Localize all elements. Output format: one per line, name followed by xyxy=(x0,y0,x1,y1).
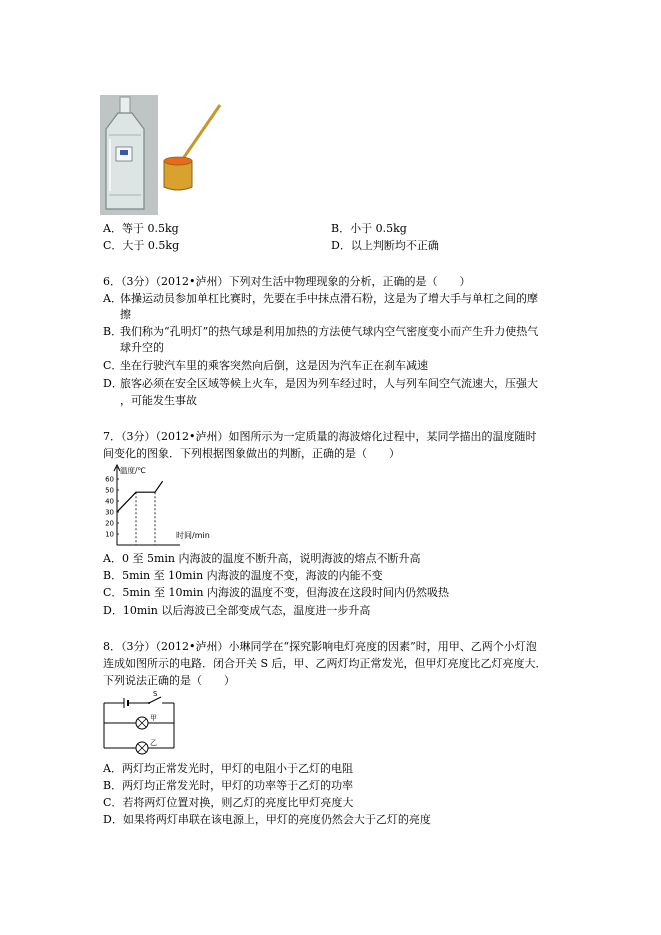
chart-y-tick-label: 40 xyxy=(105,497,114,506)
chart-y-label: 温度/℃ xyxy=(120,466,146,475)
q7-option-d: D．10min 以后海波已全部变成气态，温度进一步升高 xyxy=(103,604,371,617)
q7-option-a: A．0 至 5min 内海波的温度不断升高，说明海波的熔点不断升高 xyxy=(103,552,421,565)
circuit-diagram xyxy=(100,690,200,756)
q6-option-b-line1: 我们称为“孔明灯”的热气球是利用加热的方法使气球内空气密度变小而产生升力使热气 xyxy=(120,325,539,338)
q6-option-c-line1: 坐在行驶汽车里的乘客突然向后倒，这是因为汽车正在刹车减速 xyxy=(120,359,428,372)
chart-y-tick-label: 50 xyxy=(105,486,114,495)
chart-x-label: 时间/min xyxy=(176,531,210,540)
chart-x-tick-label xyxy=(115,548,119,549)
chart-y-tick-label: 60 xyxy=(105,475,114,484)
q8-stem-line1: 8．（3分）（2012•泸州）小琳同学在“探究影响电灯亮度的因素”时，用甲、乙两个小灯泡 xyxy=(103,640,537,653)
lamp-jia-label: 甲 xyxy=(150,714,157,722)
q5-option-c: C．大于 0.5kg xyxy=(103,239,180,252)
q8-option-c: C．若将两灯位置对换，则乙灯的亮度比甲灯亮度大 xyxy=(103,796,354,809)
chart-y-tick-label: 30 xyxy=(105,508,114,517)
chart-y-tick-label: 20 xyxy=(105,519,114,528)
switch-label: S xyxy=(153,690,158,698)
lamp-yi-label: 乙 xyxy=(150,739,157,747)
q7-option-b: B．5min 至 10min 内海波的温度不变，海波的内能不变 xyxy=(103,569,383,582)
q6-option-a-letter: A． xyxy=(103,292,122,305)
q7-stem-line1: 7．（3分）（2012•泸州）如图所示为一定质量的海波熔化过程中，某同学描出的温度随时 xyxy=(103,430,537,443)
q6-stem: 6．（3分）（2012•泸州）下列对生活中物理现象的分析，正确的是（ ） xyxy=(103,275,471,288)
chart-y-tick-label: 10 xyxy=(105,530,114,539)
q6-option-a-line1: 体操运动员参加单杠比赛时，先要在手中抹点滑石粉，这是为了增大手与单杠之间的摩 xyxy=(120,292,538,305)
q5-option-d: D．以上判断均不正确 xyxy=(331,239,439,252)
q6-option-a-line2: 擦 xyxy=(120,308,131,321)
q6-option-d-line1: 旅客必须在安全区域等候上火车，是因为列车经过时，人与列车间空气流速大，压强大 xyxy=(120,377,538,390)
q8-option-b: B．两灯均正常发光时，甲灯的功率等于乙灯的功率 xyxy=(103,779,354,792)
q7-stem-line2: 间变化的图象．下列根据图象做出的判断，正确的是（ ） xyxy=(103,447,400,460)
q6-option-b-letter: B． xyxy=(103,325,123,338)
q6-option-d-letter: D． xyxy=(103,377,123,390)
q6-option-c-letter: C． xyxy=(103,359,123,372)
q5-option-a: A．等于 0.5kg xyxy=(103,222,179,235)
chart-series-line xyxy=(117,481,163,512)
q6-option-d-line2: ，可能发生事故 xyxy=(120,394,197,407)
q6-option-b-line2: 球升空的 xyxy=(120,341,164,354)
q5-option-b: B．小于 0.5kg xyxy=(331,222,407,235)
bottle-ladle-photo xyxy=(100,95,230,215)
chart-x-tick-label xyxy=(134,548,138,549)
q7-option-c: C．5min 至 10min 内海波的温度不变，但海波在这段时间内仍然吸热 xyxy=(103,586,449,599)
q8-stem-line2: 连成如图所示的电路．闭合开关 S 后，甲、乙两灯均正常发光，但甲灯亮度比乙灯亮度大． xyxy=(103,657,547,670)
q8-stem-line3: 下列说法正确的是（ ） xyxy=(103,674,235,687)
q8-option-d: D．如果将两灯串联在该电源上，甲灯的亮度仍然会大于乙灯的亮度 xyxy=(103,813,431,826)
chart-x-tick-label xyxy=(151,548,160,549)
chart-x-tick-label xyxy=(170,548,179,549)
q8-option-a: A．两灯均正常发光时，甲灯的电阻小于乙灯的电阻 xyxy=(103,762,353,775)
